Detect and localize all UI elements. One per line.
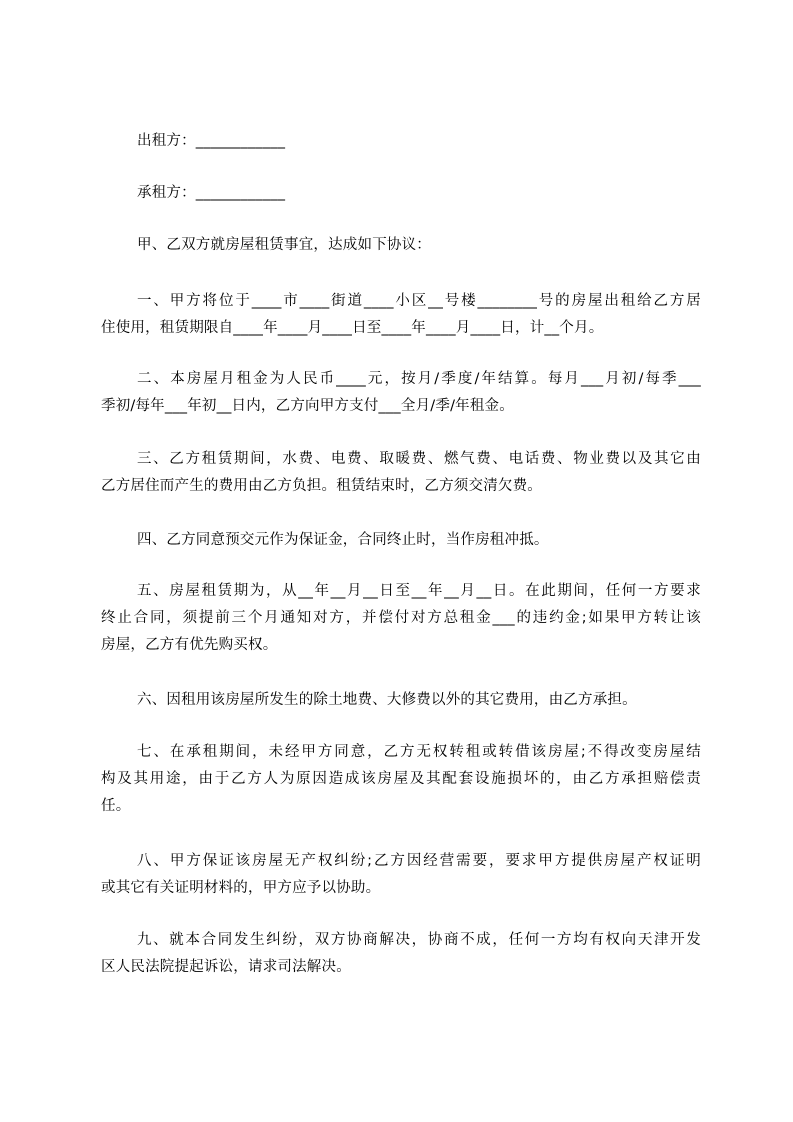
clause-5-line-2: 终止合同，须提前三个月通知对方，并偿付对方总租金___的违约金;如果甲方转让该 xyxy=(101,610,701,626)
clause-3-line-1: 三、乙方租赁期间，水费、电费、取暖费、燃气费、电话费、物业费以及其它由 xyxy=(137,451,701,467)
intro-text: 甲、乙双方就房屋租赁事宜，达成如下协议： xyxy=(137,237,431,253)
clause-7-line-2: 构及其用途，由于乙方人为原因造成该房屋及其配套设施损坏的，由乙方承担赔偿责 xyxy=(101,771,701,787)
clause-7-line-1: 七、在承租期间，未经甲方同意，乙方无权转租或转借该房屋;不得改变房屋结 xyxy=(137,744,701,760)
clause-4-line-1: 四、乙方同意预交元作为保证金，合同终止时，当作房租冲抵。 xyxy=(137,532,549,548)
clause-9 xyxy=(101,927,701,981)
clause-6 xyxy=(101,687,701,714)
clause-1-line-2: 住使用，租赁期限自____年____月____日至____年____月____日，计__个月。 xyxy=(101,320,604,336)
clause-7-line-3: 任。 xyxy=(101,798,131,814)
clause-9-line-2: 区人民法院提起诉讼，请求司法解决。 xyxy=(101,959,351,975)
clause-6-line-1: 六、因租用该房屋所发生的除土地费、大修费以外的其它费用，由乙方承担。 xyxy=(137,692,637,708)
clause-8 xyxy=(101,848,701,902)
lessee-line xyxy=(101,180,737,207)
lessor-line xyxy=(101,128,737,155)
clause-4 xyxy=(101,527,701,554)
lessor-text: 出租方：____________ xyxy=(137,133,286,149)
clause-1 xyxy=(101,288,701,342)
intro-paragraph xyxy=(101,232,737,259)
clause-2 xyxy=(101,366,701,420)
clause-9-line-1: 九、就本合同发生纠纷，双方协商解决，协商不成，任何一方均有权向天津开发 xyxy=(137,932,701,948)
clause-3 xyxy=(101,446,701,500)
clause-8-line-1: 八、甲方保证该房屋无产权纠纷;乙方因经营需要，要求甲方提供房屋产权证明 xyxy=(137,853,701,869)
clause-3-line-2: 乙方居住而产生的费用由乙方负担。租赁结束时，乙方须交清欠费。 xyxy=(101,478,542,494)
clause-5 xyxy=(101,578,701,659)
clause-8-line-2: 或其它有关证明材料的，甲方应予以协助。 xyxy=(101,880,381,896)
clause-1-line-1: 一、甲方将位于____市____街道____小区__号楼________号的房屋出租给乙方居 xyxy=(137,293,701,309)
clause-5-line-1: 五、房屋租赁期为，从__年__月__日至__年__月__日。在此期间，任何一方要求 xyxy=(137,583,701,599)
lessee-text: 承租方：____________ xyxy=(137,185,286,201)
clause-5-line-3: 房屋，乙方有优先购买权。 xyxy=(101,637,278,653)
clause-2-line-1: 二、本房屋月租金为人民币____元，按月/季度/年结算。每月___月初/每季___ xyxy=(137,371,701,387)
clause-2-line-2: 季初/每年___年初__日内，乙方向甲方支付___全月/季/年租金。 xyxy=(101,398,514,414)
clause-7 xyxy=(101,739,701,820)
